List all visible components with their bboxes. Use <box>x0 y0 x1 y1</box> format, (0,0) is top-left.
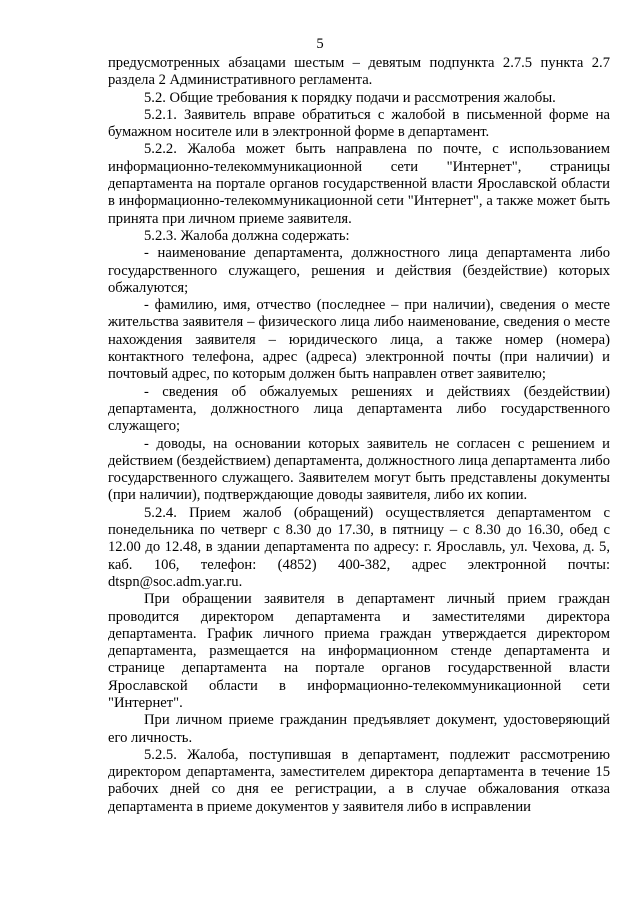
document-body <box>108 55 610 816</box>
list-item-appealed-decisions: - сведения об обжалуемых решениях и действиях (бездействии) департамента, должностного лица департамента либо государственного служащего; <box>108 383 610 435</box>
paragraph-5-2-5: 5.2.5. Жалоба, поступившая в департамент, подлежит рассмотрению директором департамента, заместителем директора департамента в течение 15 рабочих дней со дня ее регистрации, а в случае обжалования отказа департамента в приеме документов у заявителя либо в исправлении <box>108 746 610 815</box>
list-item-applicant-details: - фамилию, имя, отчество (последнее – при наличии), сведения о месте жительства заявителя – физического лица либо наименование, сведения о месте нахождения заявителя – юридического лица, а также номер (номера) контактного телефона, адрес (адреса) электронной почты (при наличии) и почтовый адрес, по которым должен быть направлен ответ заявителю; <box>108 297 610 383</box>
paragraph-identity-document: При личном приеме гражданин предъявляет документ, удостоверяющий его личность. <box>108 712 610 746</box>
paragraph-5-2-3: 5.2.3. Жалоба должна содержать: <box>144 227 350 244</box>
paragraph-5-2-1: 5.2.1. Заявитель вправе обратиться с жалобой в письменной форме на бумажном носителе или в электронной форме в департамент. <box>108 106 610 141</box>
list-item-arguments: - доводы, на основании которых заявитель не согласен с решением и действием (бездействием) департамента, должностного лица департамента либо государственного служащего. Заявителем могут быть представлены документы (при наличии), подтверждающие доводы заявителя, либо их копии. <box>108 435 610 504</box>
paragraph-5-2-2: 5.2.2. Жалоба может быть направлена по почте, с использованием информационно-телекоммуникационной сети "Интернет", страницы департамента на портале органов государственной власти Ярославской области в информационно-телекоммуникационной сети "Интернет", а также может быть принята при личном приеме заявителя. <box>108 141 610 227</box>
list-item-department-name: - наименование департамента, должностного лица департамента либо государственного служащего, решения и действия (бездействие) которых обжалуются; <box>108 245 610 296</box>
paragraph-continuation: предусмотренных абзацами шестым – девятым подпункта 2.7.5 пункта 2.7 раздела 2 Административного регламента. <box>108 55 610 89</box>
paragraph-personal-reception: При обращении заявителя в департамент личный прием граждан проводится директором департамента и заместителями директора департамента. График личного приема граждан утверждается директором департамента, размещается на информационном стенде департамента и странице департамента на портале органов государственной власти Ярославской области в информационно-телекоммуникационной сети "Интернет". <box>108 591 610 711</box>
page-number: 5 <box>316 36 324 52</box>
paragraph-5-2: 5.2. Общие требования к порядку подачи и рассмотрения жалобы. <box>144 89 556 106</box>
paragraph-5-2-4: 5.2.4. Прием жалоб (обращений) осуществляется департаментом с понедельника по четверг с 8.30 до 17.30, в пятницу – с 8.30 до 16.30, обед с 12.00 до 12.48, в здании департамента по адресу: г. Ярославль, ул. Чехова, д. 5, каб. 106, телефон: (4852) 400-382, адрес электронной почты: dtspn@soc.adm.yar.ru. <box>108 504 610 590</box>
